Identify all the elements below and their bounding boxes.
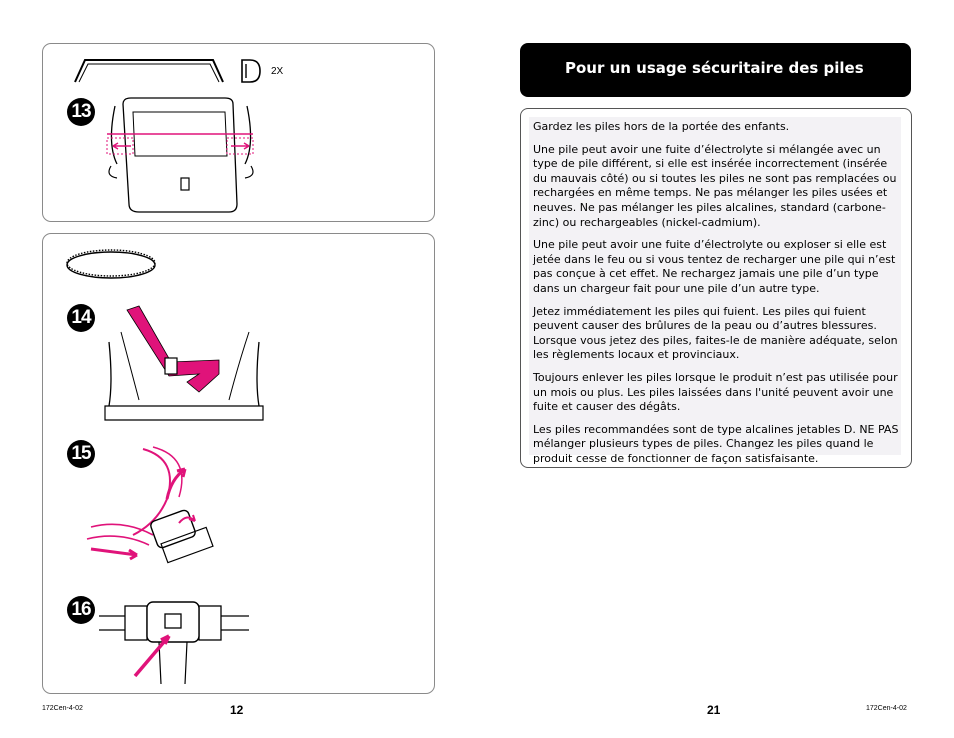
step-13-number: 13 (67, 98, 95, 126)
paragraph: Gardez les piles hors de la portée des enfants. (533, 120, 790, 133)
paragraph: Une pile peut avoir une fuite d’électrolyte ou exploser si elle est jetée dans le feu ou si vous tentez de recharger une pile qui n’est pas conçue à cet effet. Ne rechargez jamais une pile d’un type dans un chargeur fait pour une pile d’un autre type. (533, 238, 896, 295)
paragraph: Les piles recommandées sont de type alcalines jetables D. NE PAS mélanger plusieurs types de piles. Changez les piles quand le produit cesse de fonctionner de façon satisfaisante. (533, 422, 899, 465)
footer-code-right: 172Cen-4-02 (866, 705, 907, 712)
battery-safety-text-box (520, 108, 912, 468)
spring-clip-illustration (63, 52, 228, 88)
paragraph: Jetez immédiatement les piles qui fuient. Les piles qui fuient peuvent causer des brûlures de la peau ou d’autres blessures. Lorsque vous jetez des piles, faites-le de manière adéquate, selon les règlements locaux et provinciaux. (533, 304, 898, 362)
section-title: Pour un usage sécuritaire des piles (565, 59, 864, 77)
battery-compartment-illustration (103, 94, 263, 219)
paragraph: Toujours enlever les piles lorsque le produit n’est pas utilisée pour un mois ou plus. Les piles laissées dans l'unité peuvent avoir une fuite et causer des dégâts. (533, 370, 898, 414)
strap-band-illustration (63, 244, 159, 284)
battery-icon (239, 58, 263, 84)
step-13-panel (42, 43, 435, 222)
page-number-right: 21 (707, 703, 721, 717)
page-number-left: 12 (230, 703, 244, 717)
steps-14-16-panel (42, 233, 435, 694)
strap-threading-illustration (99, 302, 269, 422)
buckle-threading-illustration (83, 439, 263, 569)
step-15-number: 15 (67, 440, 95, 468)
step-16-number: 16 (67, 596, 95, 624)
step-14-number: 14 (67, 304, 95, 332)
buckle-latching-illustration (99, 596, 249, 684)
text-body (529, 117, 901, 465)
paragraph: Une pile peut avoir une fuite d’électrolyte si mélangée avec un type de pile différent, si elle est insérée incorrectement (insérée du mauvais côté) ou si toutes les piles ne sont pas remplacées ou rechargées en même temps. Ne pas mélanger les piles usées et neuves. Ne pas mélanger les piles alcalines, standard (carbone-zinc) ou rechargeables (nickel-cadmium). (533, 142, 897, 229)
quantity-label: 2X (271, 66, 284, 77)
footer-code-left: 172Cen-4-02 (42, 705, 83, 712)
section-header (520, 43, 911, 97)
